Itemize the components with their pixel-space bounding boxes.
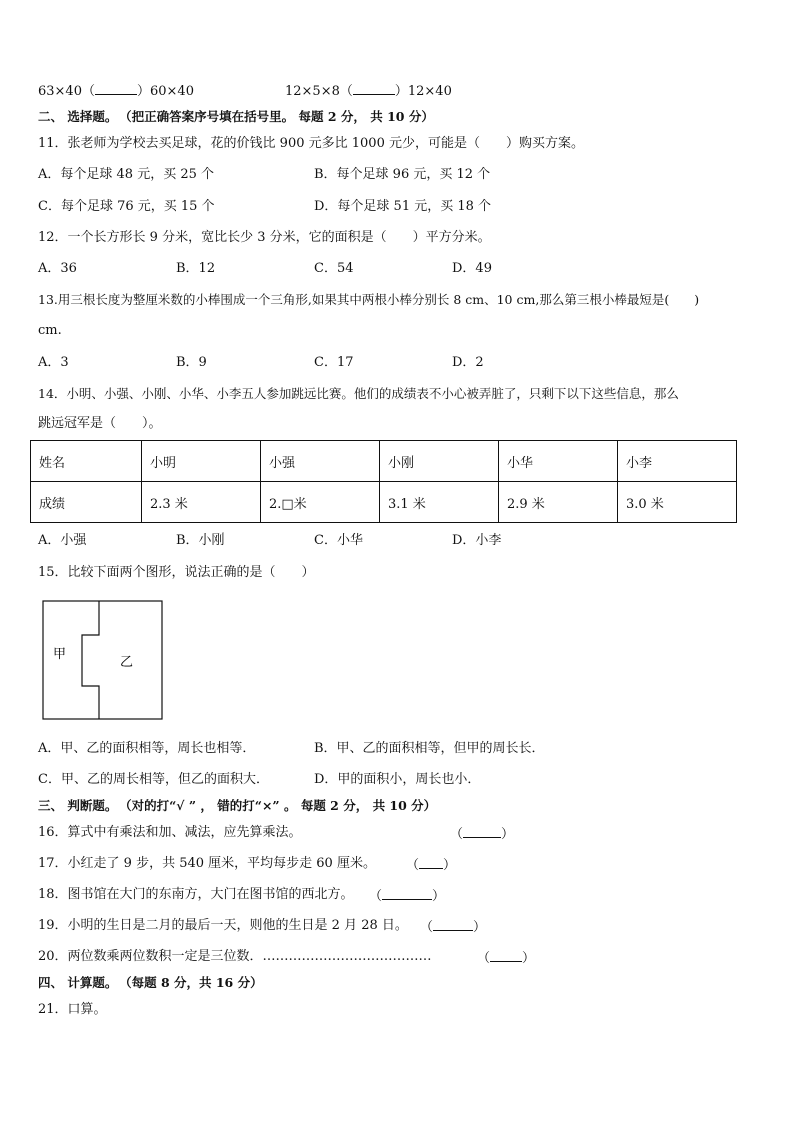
table-cell: 小华 [499,441,618,482]
section-2-heading [38,109,434,125]
q16-answer [450,825,514,843]
section-2-note: （把正确答案序号填在括号里。 每题 2 分， 共 10 分） [125,109,434,124]
section-4-heading [38,975,263,991]
q18-blank[interactable] [382,887,432,900]
paren-right: ） [522,951,536,966]
q14-option-a[interactable]: A．小强 [38,533,87,548]
q15-option-d[interactable]: D．甲的面积小，周长也小． [314,772,481,787]
q13-option-a[interactable]: A．3 [38,355,69,370]
comparison-a-blank[interactable] [95,82,137,95]
shape-figure [42,600,164,722]
q19-blank[interactable] [433,918,473,931]
q11-option-d[interactable]: D．每个足球 51 元，买 18 个 [314,199,492,214]
q17-answer [406,856,456,874]
comparison-b-blank[interactable] [353,82,395,95]
comparison-row-b [285,82,452,100]
q12-stem: 12．一个长方形长 9 分米，宽比长少 3 分米，它的面积是（ ）平方分米。 [38,230,491,245]
score-table [30,440,737,523]
label-jia: 甲 [53,647,67,662]
q13-stem: 13.用三根长度为整厘米数的小棒围成一个三角形,如果其中两根小棒分别长 8 cm、10 cm,那么第三根小棒最短是( ) [38,292,700,307]
q14-option-c[interactable]: C．小华 [314,533,363,548]
comparison-b-right: ）12×40 [394,84,452,99]
comparison-a-right: ）60×40 [136,84,194,99]
comparison-row [38,82,194,100]
comparison-a-left: 63×40（ [38,84,95,99]
q12-option-a[interactable]: A．36 [38,261,77,276]
q15-option-c[interactable]: C．甲、乙的周长相等，但乙的面积大． [38,772,269,787]
paren-left: （ [420,920,434,935]
q14-option-d[interactable]: D．小李 [452,533,502,548]
paren-left: （ [477,951,491,966]
table-cell: 2.9 米 [499,482,618,523]
q14-stem-2: 跳远冠军是（ ）。 [38,416,162,431]
q17-blank[interactable] [419,856,443,869]
q15-option-b[interactable]: B．甲、乙的面积相等，但甲的周长长． [314,741,545,756]
q20-stem: 20．两位数乘两位数积一定是三位数．………………………………… [38,949,432,964]
q15-stem: 15．比较下面两个图形，说法正确的是（ ） [38,565,315,580]
q19-answer [420,918,486,936]
section-2-title: 二、 选择题。 [38,109,118,124]
table-header-row [31,441,737,482]
q20-blank[interactable] [490,949,522,962]
q11-option-c[interactable]: C．每个足球 76 元，买 15 个 [38,199,215,214]
q13-stem-unit: cm. [38,323,62,338]
q11-option-b[interactable]: B．每个足球 96 元，买 12 个 [314,167,491,182]
q15-option-a[interactable]: A．甲、乙的面积相等，周长也相等． [38,741,256,756]
section-4-note: （每题 8 分，共 16 分） [125,975,263,990]
q16-blank[interactable] [463,825,501,838]
q18-stem: 18．图书馆在大门的东南方，大门在图书馆的西北方。 [38,887,354,902]
table-cell: 小李 [618,441,737,482]
paren-left: （ [369,889,383,904]
table-cell: 小强 [261,441,380,482]
q13-option-b[interactable]: B．9 [176,355,207,370]
q12-option-b[interactable]: B．12 [176,261,216,276]
section-4-title: 四、 计算题。 [38,975,118,990]
table-row [31,482,737,523]
paren-right: ） [432,889,446,904]
q16-stem: 16．算式中有乘法和加、减法，应先算乘法。 [38,825,302,840]
table-cell: 2.□米 [261,482,380,523]
q11-option-a[interactable]: A．每个足球 48 元，买 25 个 [38,167,215,182]
q13-option-c[interactable]: C．17 [314,355,354,370]
section-3-title: 三、 判断题。 [38,798,118,813]
q14-stem: 14．小明、小强、小刚、小华、小李五人参加跳远比赛。他们的成绩表不小心被弄脏了，只剩下以下这些信息，那么 [38,386,679,401]
table-cell: 3.1 米 [380,482,499,523]
paren-right: ） [443,858,457,873]
paren-left: （ [406,858,420,873]
paren-left: （ [450,827,464,842]
q19-stem: 19．小明的生日是二月的最后一天，则他的生日是 2 月 28 日。 [38,918,408,933]
comparison-b-left: 12×5×8（ [285,84,353,99]
q11-stem: 11．张老师为学校去买足球，花的价钱比 900 元多比 1000 元少，可能是（ ）购买方案。 [38,136,584,151]
q21-stem: 21．口算。 [38,1002,107,1017]
q13-option-d[interactable]: D．2 [452,355,484,370]
q17-stem: 17．小红走了 9 步，共 540 厘米，平均每步走 60 厘米。 [38,856,376,871]
paren-right: ） [473,920,487,935]
q20-answer [477,949,535,967]
table-cell: 2.3 米 [142,482,261,523]
table-cell: 成绩 [31,482,142,523]
section-3-note: （对的打“√ ” ， 错的打“×” 。 每题 2 分， 共 10 分） [125,798,437,813]
q18-answer [369,887,445,905]
section-3-heading [38,798,436,814]
q12-option-c[interactable]: C．54 [314,261,354,276]
label-yi: 乙 [120,655,134,670]
table-cell: 3.0 米 [618,482,737,523]
table-cell: 姓名 [31,441,142,482]
q12-option-d[interactable]: D．49 [452,261,492,276]
dividing-line [82,601,99,719]
paren-right: ） [501,827,515,842]
table-cell: 小明 [142,441,261,482]
table-cell: 小刚 [380,441,499,482]
q14-option-b[interactable]: B．小刚 [176,533,225,548]
